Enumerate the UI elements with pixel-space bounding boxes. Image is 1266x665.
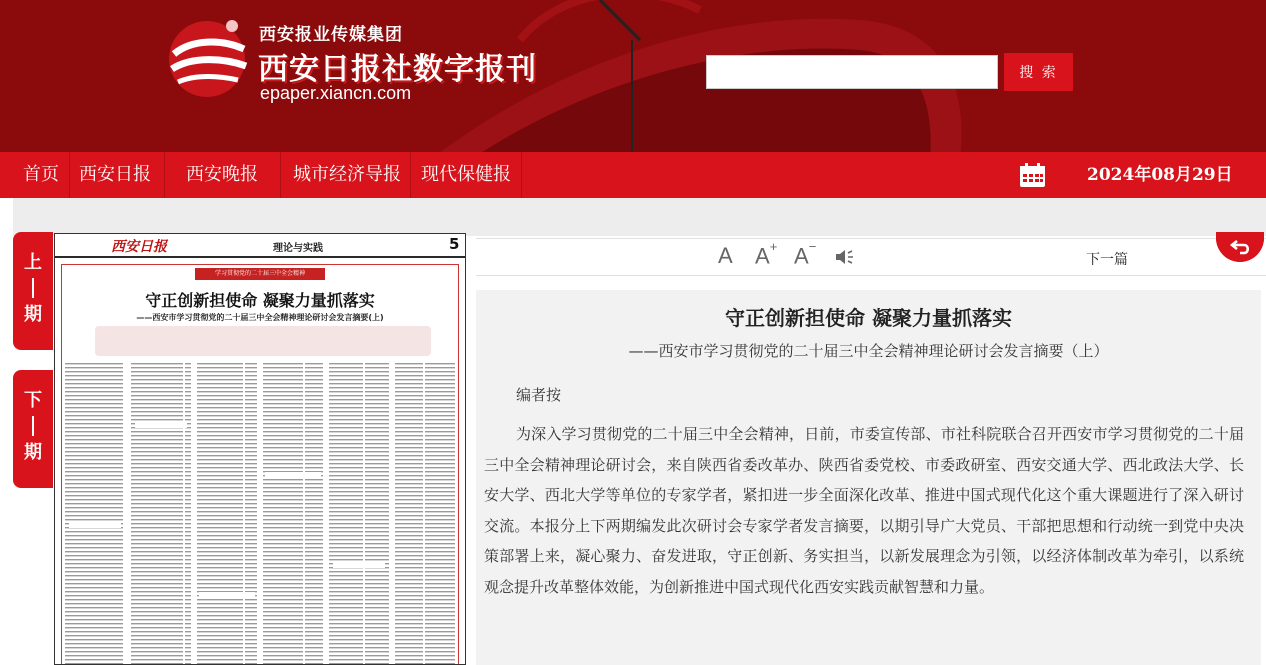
page-headline[interactable]: 守正创新担使命 凝聚力量抓落实 (145, 291, 375, 310)
prev-issue-label-2: 期 (24, 304, 42, 325)
page-editor-note (95, 326, 431, 356)
page-ribbon: 学习贯彻党的二十届三中全会精神 (195, 268, 325, 280)
editor-note-label: 编者按 (516, 386, 562, 404)
site-url[interactable]: epaper.xiancn.com (260, 83, 412, 103)
issue-date: 2024年08月29日 (1087, 165, 1233, 185)
next-issue-button[interactable] (13, 370, 53, 488)
nav-item-xian-daily[interactable]: 西安日报 (79, 164, 151, 185)
nav-divider (164, 152, 165, 198)
calendar-icon[interactable] (1019, 163, 1046, 188)
article-panel (476, 290, 1261, 665)
main-nav (0, 152, 1266, 198)
font-normal-button[interactable] (718, 243, 733, 269)
group-logo-icon (162, 14, 252, 104)
page-thumbnail[interactable] (54, 233, 466, 665)
page-section: 理论与实践 (273, 243, 323, 254)
divider (32, 278, 34, 298)
font-normal-label: A (718, 243, 733, 268)
nav-item-city-economy[interactable]: 城市经济导报 (293, 164, 401, 185)
nav-item-home[interactable]: 首页 (23, 164, 59, 185)
divider (32, 416, 34, 436)
nav-divider (280, 152, 281, 198)
article-title: 守正创新担使命 凝聚力量抓落实 (725, 306, 1012, 330)
search-button[interactable]: 搜 索 (1004, 53, 1073, 91)
font-smaller-label: A (794, 243, 809, 269)
content-band (13, 198, 1266, 236)
next-issue-label-2: 期 (24, 442, 42, 463)
speaker-icon[interactable] (834, 248, 854, 266)
nav-item-modern-health[interactable]: 现代保健报 (421, 164, 511, 185)
nav-divider (410, 152, 411, 198)
font-larger-sign: + (769, 239, 778, 254)
next-issue-label-1: 下 (24, 390, 42, 411)
font-larger-label: A (755, 243, 770, 269)
next-article-link[interactable]: 下一篇 (1086, 252, 1128, 268)
group-name: 西安报业传媒集团 (259, 25, 403, 45)
nav-divider (69, 152, 70, 198)
page-number: 5 (449, 235, 460, 253)
page-text-columns (65, 362, 457, 665)
prev-issue-label-1: 上 (24, 252, 42, 273)
nav-item-xian-evening[interactable]: 西安晚报 (186, 164, 258, 185)
site-title: 西安日报社数字报刊 (258, 52, 537, 87)
font-smaller-sign: − (808, 239, 817, 254)
site-header (0, 0, 1266, 152)
page-masthead (55, 234, 465, 258)
font-smaller-button[interactable] (794, 239, 817, 269)
nav-divider (521, 152, 522, 198)
paper-logo: 西安日报 (111, 239, 167, 255)
page-subheadline: ——西安市学习贯彻党的二十届三中全会精神理论研讨会发言摘要(上) (136, 313, 384, 322)
prev-issue-button[interactable] (13, 232, 53, 350)
article-body: 为深入学习贯彻党的二十届三中全会精神，日前，市委宣传部、市社科院联合召开西安市学习贯彻党的二十届三中全会精神理论研讨会，来自陕西省委改革办、陕西省委党校、市委政研室、西安交通大学、西北政法大学、长安大学、西北大学等单位的专家学者，紧扣进一步全面深化改革、推进中国式现代化这个重大课题进行了深入研讨交流。本报分上下两期编发此次研讨会专家学者发言摘要，以期引导广大党员、干部把思想和行动统一到党中央决策部署上来，凝心聚力、奋发进取，守正创新、务实担当，以新发展理念为引领，以经济体制改革为牵引，以系统观念提升改革整体效能，为创新推进中国式现代化西安实践贡献智慧和力量。 (484, 425, 1244, 596)
font-larger-button[interactable] (755, 239, 778, 269)
article-subtitle: ——西安市学习贯彻党的二十届三中全会精神理论研讨会发言摘要（上） (628, 342, 1109, 360)
search-input[interactable] (706, 55, 998, 89)
article-toolbar (476, 238, 1266, 276)
